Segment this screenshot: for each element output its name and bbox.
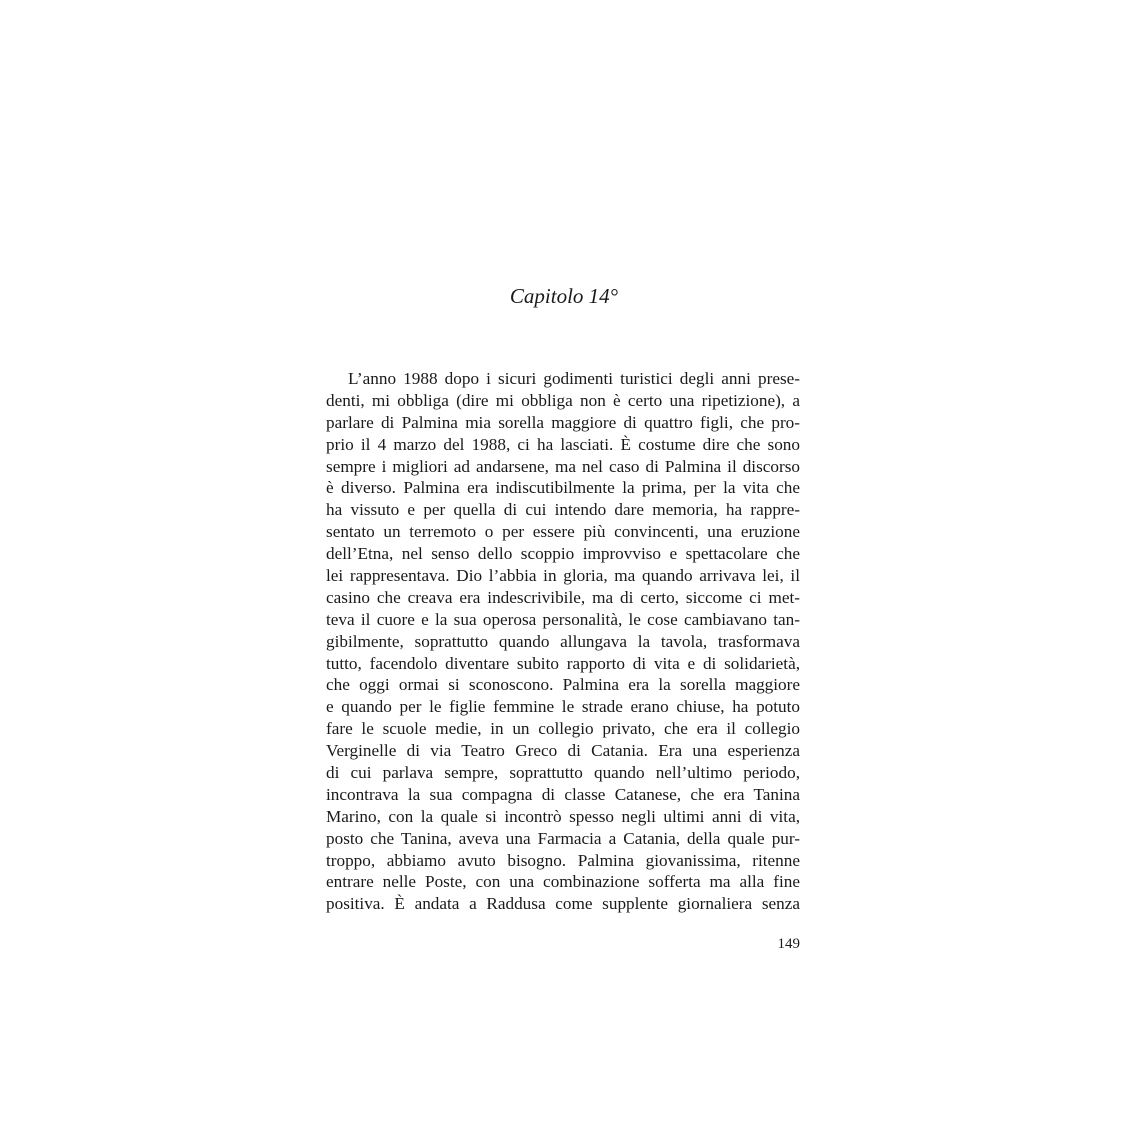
text-line: troppo, abbiamo avuto bisogno. Palmina giovanissima, ritenne xyxy=(326,850,800,870)
text-line: e quando per le figlie femmine le strade erano chiuse, ha potuto xyxy=(326,697,800,717)
text-line: è diverso. Palmina era indiscutibilmente la prima, per la vita che xyxy=(326,478,800,498)
text-line: sempre i migliori ad andarsene, ma nel caso di Palmina il discorso xyxy=(326,456,800,476)
text-line: che oggi ormai si sconoscono. Palmina era la sorella maggiore xyxy=(326,675,800,695)
text-line: fare le scuole medie, in un collegio privato, che era il collegio xyxy=(326,719,800,739)
text-line: casino che creava era indescrivibile, ma di certo, siccome ci met- xyxy=(326,587,800,607)
text-line: teva il cuore e la sua operosa personalità, le cose cambiavano tan- xyxy=(326,609,800,629)
text-line: dell’Etna, nel senso dello scoppio improvviso e spettacolare che xyxy=(326,544,800,564)
text-line: prio il 4 marzo del 1988, ci ha lasciati. È costume dire che sono xyxy=(326,434,800,454)
text-line: di cui parlava sempre, soprattutto quando nell’ultimo periodo, xyxy=(326,763,800,783)
text-line: tutto, facendolo diventare subito rapporto di vita e di solidarietà, xyxy=(326,653,800,673)
text-line: positiva. È andata a Raddusa come supplente giornaliera senza xyxy=(326,894,800,914)
body-paragraph xyxy=(326,368,800,915)
text-line: incontrava la sua compagna di classe Catanese, che era Tanina xyxy=(326,784,800,804)
text-line: posto che Tanina, aveva una Farmacia a Catania, della quale pur- xyxy=(326,828,800,848)
chapter-title: Capitolo 14° xyxy=(509,284,619,308)
text-line: denti, mi obbliga (dire mi obbliga non è certo una ripetizione), a xyxy=(326,390,800,410)
text-line: Marino, con la quale si incontrò spesso negli ultimi anni di vita, xyxy=(326,806,800,826)
text-line: lei rappresentava. Dio l’abbia in gloria, ma quando arrivava lei, il xyxy=(326,566,800,586)
text-line: L’anno 1988 dopo i sicuri godimenti turistici degli anni prese- xyxy=(348,369,800,388)
text-line: entrare nelle Poste, con una combinazione sofferta ma alla fine xyxy=(326,872,800,892)
page-number: 149 xyxy=(777,936,800,952)
text-line: gibilmente, soprattutto quando allungava la tavola, trasformava xyxy=(326,631,800,651)
text-line: sentato un terremoto o per essere più convincenti, una eruzione xyxy=(326,522,800,542)
text-line: parlare di Palmina mia sorella maggiore di quattro figli, che pro- xyxy=(326,412,800,432)
text-line: ha vissuto e per quella di cui intendo dare memoria, ha rappre- xyxy=(326,500,800,520)
text-line: Verginelle di via Teatro Greco di Catania. Era una esperienza xyxy=(326,741,800,761)
